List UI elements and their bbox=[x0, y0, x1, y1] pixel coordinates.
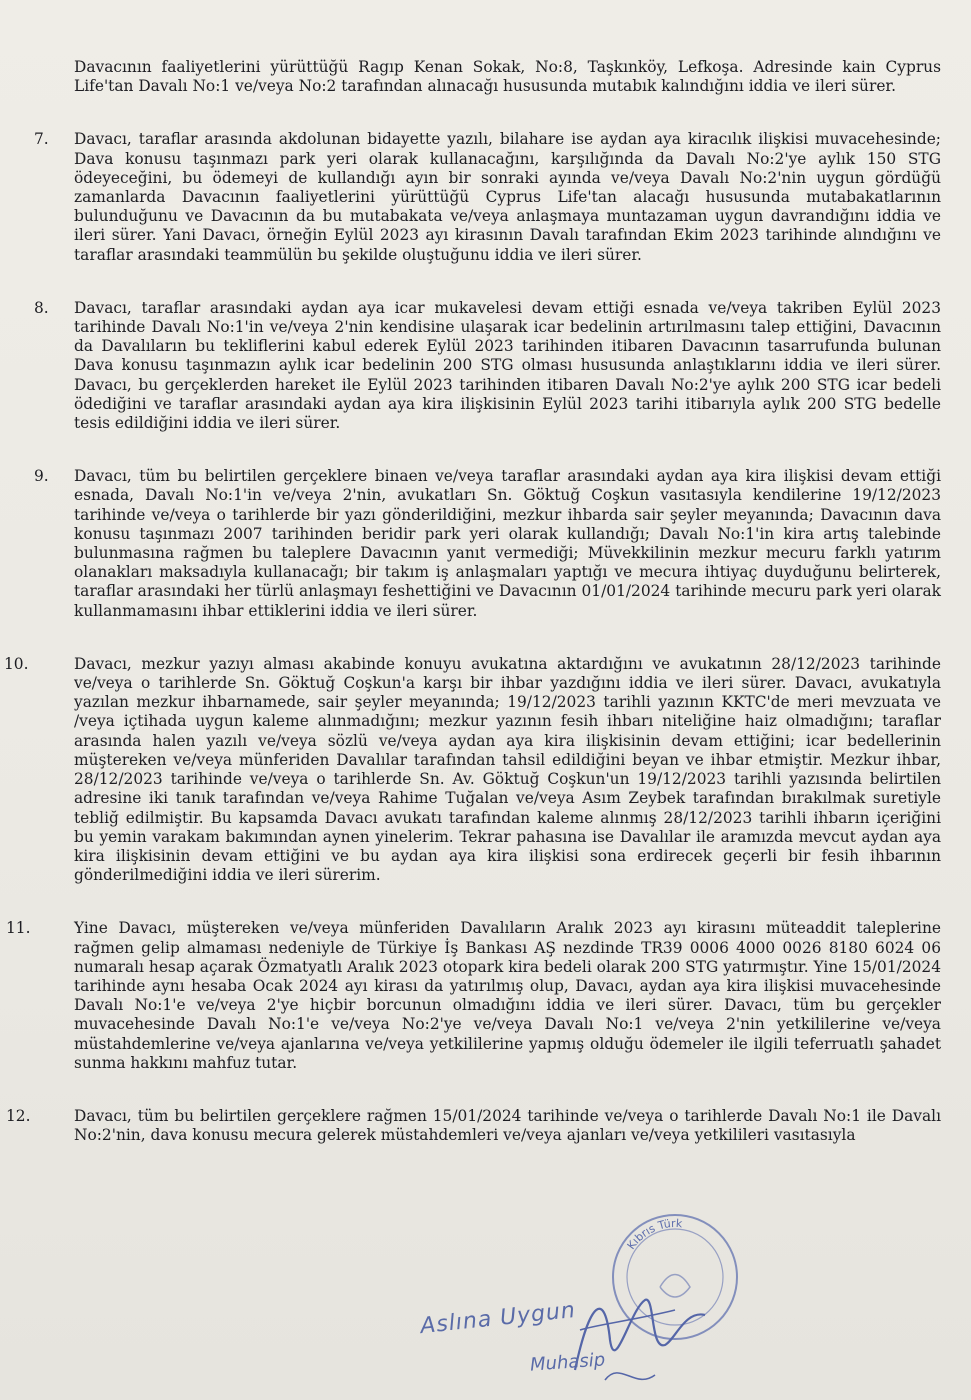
item-number: 9. bbox=[34, 467, 49, 486]
item-text: Davacı, taraflar arasında akdolunan bidayette yazılı, bilahare ise aydan aya kiracılık ilişkisi muvacehesinde; Dava konusu taşınmazı park yeri olarak kullanacağını, karşılığında da Davalı No:2'ye aylık 150 STG ödeyeceğini, bu ödemeyi de kullandığı ayın bir sonraki ayında ve/veya Davalı No:2'nin uygun gördüğü zamanlarda Davacının faaliyetlerini yürüttüğü Cyprus Life'tan alacağı hususunda mutabakatlarının bulunduğunu ve Davacının da bu mutabakata ve/veya anlaşmaya muntazaman uygun davrandığını iddia ve ileri sürer. Yani Davacı, örneğin Eylül 2023 ayı kirasının Davalı tarafından Ekim 2023 tarihinde alındığını ve taraflar arasındaki teammülün bu şekilde oluştuğunu iddia ve ileri sürer. bbox=[74, 130, 941, 264]
item-text: Davacı, tüm bu belirtilen gerçeklere rağmen 15/01/2024 tarihinde ve/veya o tarihlerde Davalı No:1 ile Davalı No:2'nin, dava konusu mecura gelerek müstahdemleri ve/veya ajanları ve/veya yetkilileri vasıtasıyla bbox=[74, 1106, 941, 1145]
signature-name: Aslına Uygun bbox=[419, 1297, 578, 1340]
list-item bbox=[4, 654, 941, 885]
item-text: Davacı, taraflar arasındaki aydan aya icar mukavelesi devam ettiği esnada ve/veya takriben Eylül 2023 tarihinde Davalı No:1'in ve/veya 2'nin kendisine ulaşarak icar bedelinin artırılmasını talep ettiğini, Davacının da Davalıların bu tekliflerini kabul ederek Eylül 2023 tarihinden itibaren Davacının tasarrufunda bulunan Dava konusu taşınmazın aylık icar bedelinin 200 STG olması hususunda anlaştıklarını iddia ve ileri sürer. Davacı, bu gerçeklerden hareket ile Eylül 2023 tarihinden itibaren Davalı No:2'ye aylık 200 STG icar bedeli ödediğini ve taraflar arasındaki aydan aya kira ilişkisinin Eylül 2023 tarihi itibarıyla aylık 200 STG bedelle tesis edildiğini iddia ve ileri sürer. bbox=[74, 298, 941, 433]
item-text: Yine Davacı, müştereken ve/veya münferiden Davalıların Aralık 2023 ayı kirasını müteaddit taleplerine rağmen gelip almaması nedeniyle de Türkiye İş Bankası AŞ nezdinde TR39 0006 4000 0026 8180 6024 06 numaralı hesap açarak Özmatyatlı Aralık 2023 otopark kira bedeli olarak 200 STG yatırmıştır. Yine 15/01/2024 tarihinde aynı hesaba Ocak 2024 ayı kirası da yatırılmış olup, Davacı, aydan aya kira ilişkisi muvacehesinde Davalı No:1'e ve/veya 2'ye hiçbir borcunun olmadığını iddia ve ileri sürer. Davacı, tüm bu gerçekler muvacehesinde Davalı No:1'e ve/veya No:2'ye ve/veya Davalı No:1 ve/veya 2'nin yetkililerine ve/veya müstahdemlerine ve/veya ajanlarına ve/veya yetkililerine yapmış olduğu ödemeler ile ilgili teferruatlı şahadet sunma hakkını mahfuz tutar. bbox=[74, 919, 941, 1072]
signature-title: Muhasip bbox=[529, 1349, 606, 1376]
item-number: 8. bbox=[34, 298, 49, 317]
item-number: 7. bbox=[34, 130, 49, 149]
intro-paragraph: Davacının faaliyetlerini yürüttüğü Ragıp Kenan Sokak, No:8, Taşkınköy, Lefkoşa. Adresinde kain Cyprus Life'tan Davalı No:1 ve/veya No:2 tarafından alınacağı hususunda mutabık kalındığını iddia ve ileri sürer. bbox=[74, 58, 941, 96]
item-number: 12. bbox=[6, 1106, 31, 1125]
item-number: 10. bbox=[4, 654, 29, 673]
item-text: Davacı, mezkur yazıyı alması akabinde konuyu avukatına aktardığını ve avukatının 28/12/2023 tarihinde ve/veya o tarihlerde Sn. Göktuğ Coşkun'a karşı bir ihbar yazdığını iddia ve ileri sürer. Davacı, avukatıyla yazılan mezkur ihbarnamede, sair şeyler meyanında; 19/12/2023 tarihli yazının KKTC'de meri mevzuata ve /veya içtihada uygun kaleme alınmadığını; mezkur yazının fesih ihbarı niteliğine haiz olmadığını; taraflar arasında halen yazılı ve/veya sözlü ve/veya aydan aya kira ilişkisinin devam ettiğini; icar bedellerinin müştereken ve/veya münferiden Davalılar tarafından tahsil edildiğini beyan ve ihbar etmiştir. Mezkur ihbar, 28/12/2023 tarihinde ve/veya o tarihlerde Sn. Av. Göktuğ Coşkun'un 19/12/2023 tarihli yazısında belirtilen adresine iki tanık tarafından ve/veya Rahime Tuğalan ve/veya Asım Zeybek tarafından bırakılmak suretiyle tebliğ edilmiştir. Bu kapsamda Davacı avukatı tarafından kaleme alınmış 28/12/2023 tarihli ihbarın içeriğini bu yemin varakam bakımından aynen yinelerim. Tekrar pahasına ise Davalılar ile aramızda mevcut aydan aya kira ilişkisinin devam ettiğini ve bu aydan aya kira ilişkisi sona erdirecek geçerli bir fesih ihbarının gönderilmediğini iddia ve ileri sürerim. bbox=[74, 654, 941, 885]
item-number: 11. bbox=[6, 919, 31, 938]
stamp-text: Kıbrıs Türk bbox=[624, 1216, 683, 1252]
list-item bbox=[6, 919, 941, 1073]
list-item bbox=[34, 130, 941, 264]
list-item bbox=[34, 299, 941, 433]
list-item bbox=[34, 467, 941, 621]
list-item bbox=[6, 1106, 941, 1145]
item-text: Davacı, tüm bu belirtilen gerçeklere binaen ve/veya taraflar arasındaki aydan aya kira ilişkisi devam ettiği esnada, Davalı No:1'in ve/veya 2'nin, avukatları Sn. Göktuğ Coşkun vasıtasıyla kendilerine 19/12/2023 tarihinde ve/veya o tarihlerde bir yazı gönderildiğini, mezkur ihbarda sair şeyler meyanında; Davacının dava konusu taşınmazı 2007 tarihinden beridir park yeri olarak kullandığı; Davalı No:1'in kira artış talebinde bulunmasına rağmen bu taleplere Davacının yanıt vermediği; Müvekkilinin mezkur mecuru farklı yatırım olanakları maksadıyla kullanacağı; bir takım iş anlaşmaları yaptığı ve mecura ihtiyaç duyduğunu belirterek, taraflar arasındaki her türlü anlaşmayı feshettiğini ve Davacının 01/01/2024 tarihinde mecuru park yeri olarak kullanmamasını ihbar ettiklerini iddia ve ileri sürer. bbox=[74, 467, 941, 620]
